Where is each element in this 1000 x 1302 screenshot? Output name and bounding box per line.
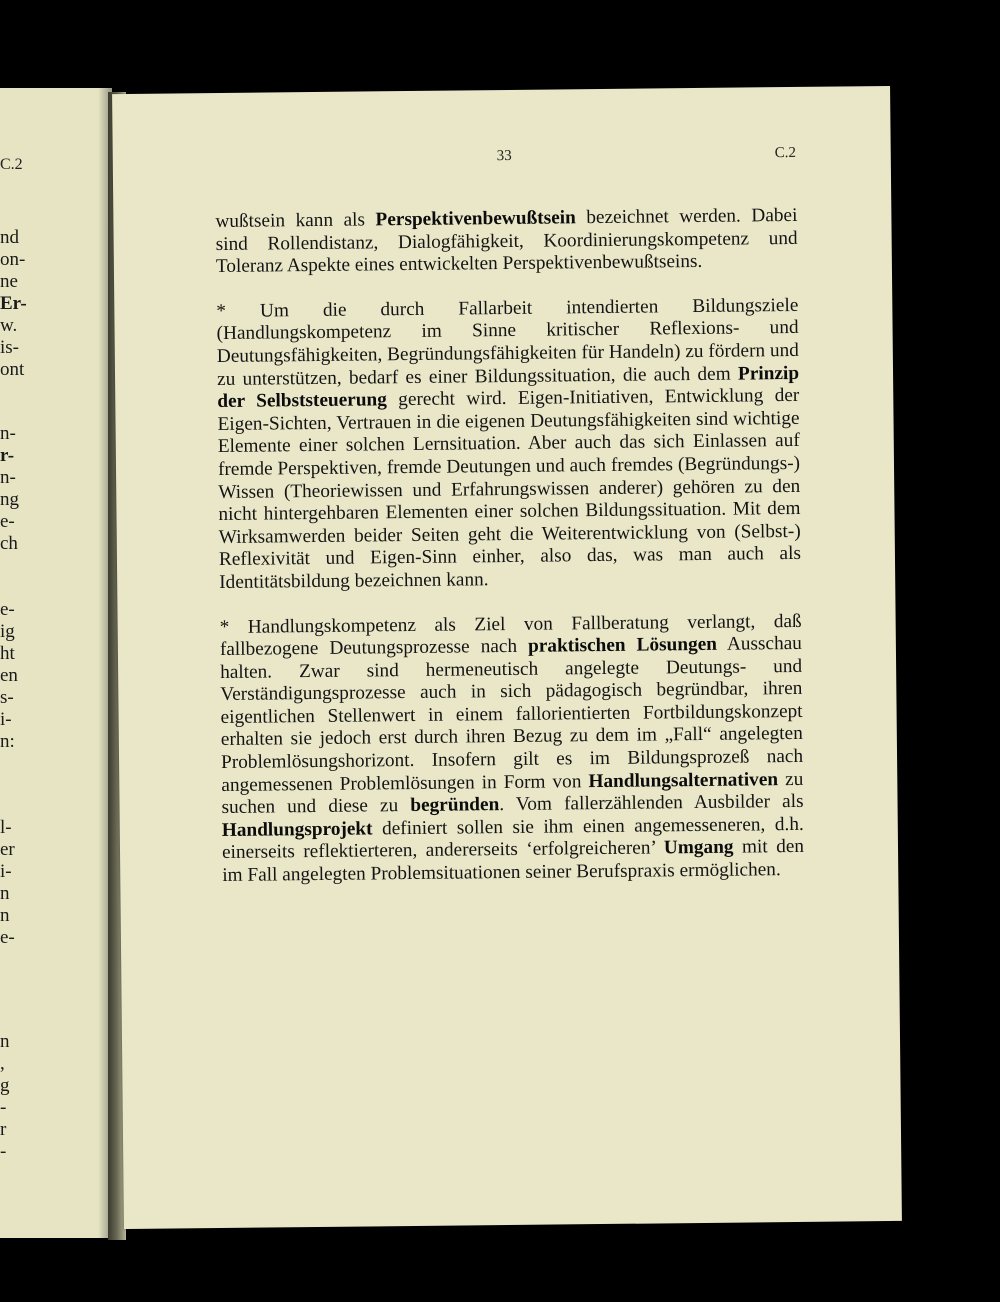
left-text-fragment: l- <box>0 817 12 838</box>
left-text-fragment: ng <box>0 489 19 510</box>
left-text-fragment: - <box>0 1141 7 1162</box>
left-text-fragment: e- <box>0 599 15 620</box>
text-run: * Um die durch Fallarbeit intendierten Bildungsziele (Handlungskompetenz im Sinne kritischer Reflexions- und Deutungsfähigkeiten, Begründungsfähigkeiten für Handeln) zu fördern und zu unterstützen, bedarf es einer Bildungssituation, die auch dem <box>216 294 799 390</box>
text-run: zu suchen und diese zu <box>221 768 804 819</box>
text-run: bezeichnet werden. Dabei sind Rollendistanz, Dialogfähigkeit, Koordinierungskompetenz und Toleranz Aspekte eines entwickelten Perspektivenbewußtseins. <box>215 204 798 278</box>
bold-term: praktischen Lösungen <box>527 633 718 657</box>
left-text-fragment: r- <box>0 445 15 466</box>
bold-term: Handlungsprojekt <box>221 818 373 841</box>
left-text-fragment: ig <box>0 621 15 642</box>
left-text-fragment: nd <box>0 227 19 248</box>
left-text-fragment: e- <box>0 927 15 948</box>
left-text-fragment: n <box>0 1031 10 1052</box>
paragraph <box>215 205 798 279</box>
paragraph <box>216 295 801 595</box>
paragraph <box>220 610 805 887</box>
left-text-fragment: i- <box>0 709 12 730</box>
left-page <box>0 88 112 1238</box>
left-text-fragment: i- <box>0 861 12 882</box>
text-run: gerecht wird. Eigen-Initiativen, Entwicklung der Eigen-Sichten, Vertrauen in die eigenen Deutungsfähigkeiten sind wichtige Elemente einer solchen Lernsituation. Aber auch das sich Einlassen auf fremde Perspektiven, fremde Deutungen und auch fremdes (Begründungs-) Wissen (Theoriewissen und Erfahrungswissen anderer) gehören zu den nicht hintergehbaren Elementen einer solchen Bildungssituation. Mit dem Wirksamwerden beider Seiten geht die Weiterentwicklung von (Selbst-) Reflexivität und Eigen-Sinn einher, also das, was man auch als Identitätsbildung bezeichnen kann. <box>217 385 802 593</box>
left-text-fragment: , <box>0 1053 5 1074</box>
left-text-fragment: s- <box>0 687 14 708</box>
left-text-fragment: n- <box>0 467 16 488</box>
bold-term: Perspektivenbewußtsein <box>375 207 576 231</box>
left-text-fragment: n- <box>0 423 16 444</box>
left-text-fragment: en <box>0 665 18 686</box>
bold-term: Umgang <box>663 837 734 859</box>
left-text-fragment: g <box>0 1075 10 1096</box>
left-text-fragment: ht <box>0 643 15 664</box>
body-text <box>215 205 804 910</box>
left-page-text-fragments <box>0 88 112 1238</box>
left-text-fragment: Er- <box>0 293 27 314</box>
page-number: 33 <box>496 147 512 165</box>
left-text-fragment: ont <box>0 359 25 380</box>
left-text-fragment: on- <box>0 249 26 270</box>
text-run: . Vom fallerzählenden Ausbilder als <box>499 791 804 816</box>
left-text-fragment: w. <box>0 315 18 336</box>
left-page-header: C.2 <box>0 156 23 173</box>
section-label: C.2 <box>774 144 797 162</box>
text-run: wußtsein kann als <box>215 209 376 233</box>
bold-term: Handlungsalternativen <box>588 768 779 792</box>
text-run: mit den im Fall angelegten Problemsituationen seiner Berufspraxis ermöglichen. <box>222 836 805 887</box>
left-text-fragment: e- <box>0 511 15 532</box>
left-text-fragment: - <box>0 1097 7 1118</box>
left-text-fragment: n <box>0 905 10 926</box>
left-text-fragment: er <box>0 839 15 860</box>
left-text-fragment: n: <box>0 731 15 752</box>
left-text-fragment: ne <box>0 271 18 292</box>
page-header <box>113 144 891 172</box>
left-text-fragment: r <box>0 1119 7 1140</box>
right-page <box>112 86 902 1229</box>
bold-term: Prinzip der Selbststeuerung <box>217 362 800 413</box>
left-text-fragment: is- <box>0 337 19 358</box>
left-text-fragment: n <box>0 883 10 904</box>
bold-term: begründen <box>410 794 500 817</box>
text-run: * Handlungskompetenz als Ziel von Fallberatung verlangt, daß fallbezogene Deutungsprozesse nach <box>219 610 802 661</box>
text-run: definiert sollen sie ihm einen angemesseneren, d.h. einerseits reflektierteren, andererseits ‘erfolgreicheren’ <box>221 813 804 864</box>
left-text-fragment: ch <box>0 533 18 554</box>
text-run: Ausschau halten. Zwar sind hermeneutisch angelegte Deutungs- und Verständigungsprozesse auch in sich pädagogisch begründbar, ihren eigentlichen Stellenwert in einem fallorientierten Fortbildungskonzept erhalten sie jedoch erst durch ihren Bezug zu dem im „Fall“ angelegten Problemlösungshorizont. Insofern gilt es im Bildungsprozeß nach angemessenen Problemlösungen in Form von <box>220 633 804 796</box>
